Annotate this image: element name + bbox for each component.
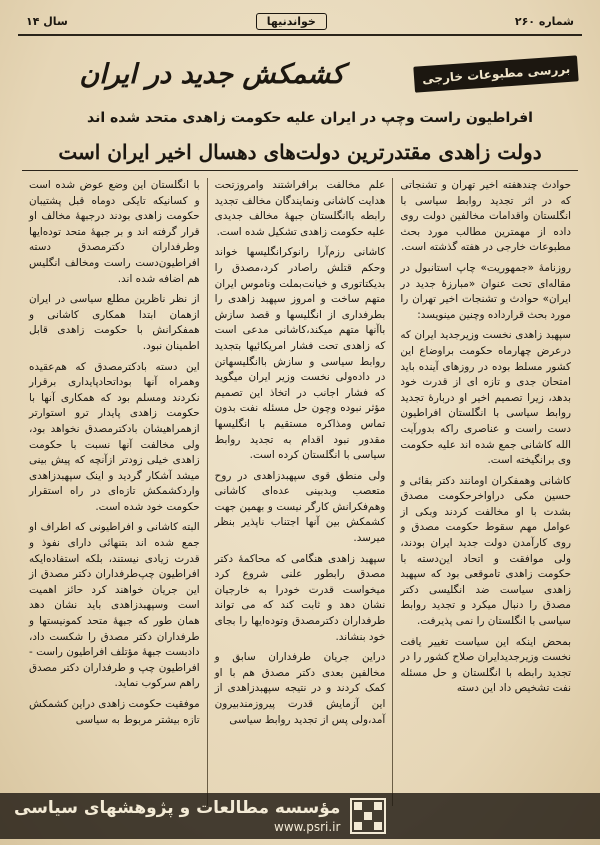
paragraph: از نظر ناظرین مطلع سیاسی در ایران ازهمان ابتدا همکاری کاشانی و همفکرانش با حکومت زاهدی قابل اطمینان نبود.: [28, 293, 200, 352]
page-header: [22, 10, 578, 32]
paragraph: کاشانی رزم‌آرا رانوکرانگلیسها خواند وحکم قتلش راصادر کرد،مصدق را بدیکتاتوری و خیانت‌بملت وناموس ایران متهم ساخت و امروز سپهبد زاهدی را بطرفداری از انگلیسها و قصد سازش باآنها متهم میکند،کاشانی مدعی است که زاهدی تحت فشار امریکائیها بتجدید روابط سیاسی و سازش باانگلیسهاتن در داده‌ولی نخست وزیر ایران میگوید که فشار اجانب در اتخاذ این تصمیم مؤثر نبوده وچون حل مسئله نفت بدون تماس ومذاکره مستقیم با انگلیسها مقدور نبود اقدام به تجدید روابط سیاسی با انگلستان کرده است.: [214, 246, 386, 462]
column-right: [392, 178, 578, 806]
paragraph: دراین جریان طرفداران سابق و مخالفین بعدی دکتر مصدق هم با او کمک کردند و در نتیجه سپهبدزاهدی از این آزمایش قدرت پیروزمندبیرون آمد،ولی پس از تجدید روابط سیاسی: [214, 651, 386, 726]
article-subtitle: افراطیون راست وچپ در ایران علیه حکومت زاهدی متحد شده اند: [87, 110, 533, 126]
section-name: خواندنیها: [256, 13, 327, 30]
section-badge: بررسی مطبوعات خارجی: [413, 55, 579, 92]
article-title: کشمکش جدید در ایران: [79, 58, 345, 90]
paragraph: این دسته بادکترمصدق که هم‌عقیده وهمراه آنها بوداتحادپایداری برقرار نکردند ومسلم بود که همکاری آنها با حکومت زاهدی پایدار ترو استوارتر ازهمراهیشان بادکترمصدق نخواهد بود، ولی مخالفت آنها نسبت با حکومت زاهدی خیلی زودتر ازآنچه که پیش بینی میشد آشکار گردید و اینک سپهبدزاهدی واردکشمکش تازه‌ای در راه استقرار حکومت خود شده است.: [28, 360, 200, 513]
paragraph: سپهبد زاهدی هنگامی که محاکمهٔ دکتر مصدق رابطور علنی شروع کرد میخواست قدرت خودرا به خارجیان نشان دهد و ثابت کند که می تواند طرفداران دکترمصدق وتوده‌ایها را بجای خود بنشاند.: [214, 552, 386, 643]
paragraph: بمحض اینکه این سیاست تغییر یافت نخست وزیرجدیدایران صلاح کشور را در تجدید رابطه با انگلستان و حل مسئله نفت تشخیص داد این دسته: [400, 635, 571, 695]
paragraph: موفقیت حکومت زاهدی دراین کشمکش تازه بیشتر مربوط به سیاسی: [28, 698, 200, 726]
article-headline: دولت زاهدی مقتدرترین دولت‌های دهسال اخیر ایران است: [58, 140, 542, 164]
organization-name: مؤسسه مطالعات و پژوهشهای سیاسی: [14, 798, 341, 818]
issue-number: شماره ۲۶۰: [514, 14, 574, 28]
website-link[interactable]: www.psri.ir: [274, 820, 341, 834]
paragraph: حوادث چندهفته اخیر تهران و تشنجاتی که در اثر تجدید روابط سیاسی با انگلستان واقدامات مخالفین دولت روی داده از مهمترین مطالب مورد بحث مطبوعات خارجی در هفته گذشته است.: [400, 179, 571, 254]
paragraph: سپهبد زاهدی نخست وزیرجدید ایران که درعرض چهارماه حکومت براوضاع این کشور مسلط بوده در روزهای آینده باید امتحان جدی و تازه ای از قدرت خود بدهد، زیرا تصمیم اخیر او دربارهٔ تجدید روابط سیاسی با انگلستان افراطیون دست راست و عناصری راکه بدورآیت الله کاشانی جمع شده اند علیه حکومت وی برانگیخته است.: [400, 329, 571, 467]
column-left: [22, 178, 207, 806]
paragraph: روزنامهٔ «جمهوریت» چاپ استانبول در مقاله‌ای تحت عنوان «مبارزهٔ جدید در ایران» حوادث و تشنجات اخیر تهران را مورد بحث قرارداده وچنین مینویسد:: [400, 261, 571, 321]
paragraph: ولی منطق قوی سپهبدزاهدی در روح متعصب وبدبینی عده‌ای کاشانی وهم‌فکرانش کارگر نیست و بهمین جهت کشمکش بین آنها اجتناب ناپذیر بنظر میرسد.: [214, 469, 386, 545]
headline-divider: [22, 170, 578, 171]
watermark-footer: [0, 793, 600, 839]
year-label: سال ۱۴: [26, 14, 68, 28]
header-divider: [18, 34, 582, 36]
paragraph: با انگلستان این وضع عوض شده است و کسانیکه تایکی دوماه قبل پشتیبان حکومت زاهدی بودند درجبههٔ مخالف او قرار گرفته اند و بر جبههٔ متحد توده‌ایها وطرفداران دکترمصدق دسته افراطیون‌دست راست ومخالف انگلیس هم اضافه شده اند.: [28, 179, 200, 285]
paragraph: البته کاشانی و افراطیونی که اطراف او جمع شده اند بتنهائی دارای نفوذ و قدرت زیادی نیستند، بلکه استفاده‌ایکه افراطیون چپ‌طرفداران دکتر مصدق از این جریان خواهند کرد حائز اهمیت است وسپهبدزاهدی باید نشان دهد همان طور که جبههٔ متحد کمونیستها و طرفداران دکتر مصدق را شکست داد، دادبست جبههٔ مؤتلف افراطیون راست - افراطیون چپ و طرفداران دکتر مصدق راهم سرکوب نماید.: [28, 521, 200, 690]
column-middle: [207, 178, 393, 806]
watermark-text: [0, 798, 340, 834]
title-row: [30, 52, 578, 96]
institute-logo-icon: [350, 798, 386, 834]
paragraph: کاشانی وهمفکران اومانند دکتر بقائی و حسین مکی دراواخرحکومت مصدق بشدت با او مخالفت کردند وبکی از عوامل مهم سقوط حکومت مصدق و روی کارآمدن دولت جدید ایران بودند، ولی موافقت و اتحاد این‌دسته با حکومت زاهدی تاموقعی بود که سپهبد زاهدی سیاست ضد انگلیسی دکتر مصدق را دنبال میکرد و تجدید روابط سیاسی با انگلستان را نمی پذیرفت.: [400, 474, 571, 628]
paragraph: علم مخالفت برافراشتند وامروزتحت هدایت کاشانی ونمایندگان مخالف تجدید رابطه باانگلستان جبههٔ مخالف جدیدی علیه حکومت زاهدی تشکیل شده است.: [214, 179, 386, 238]
article-columns: [22, 178, 578, 806]
